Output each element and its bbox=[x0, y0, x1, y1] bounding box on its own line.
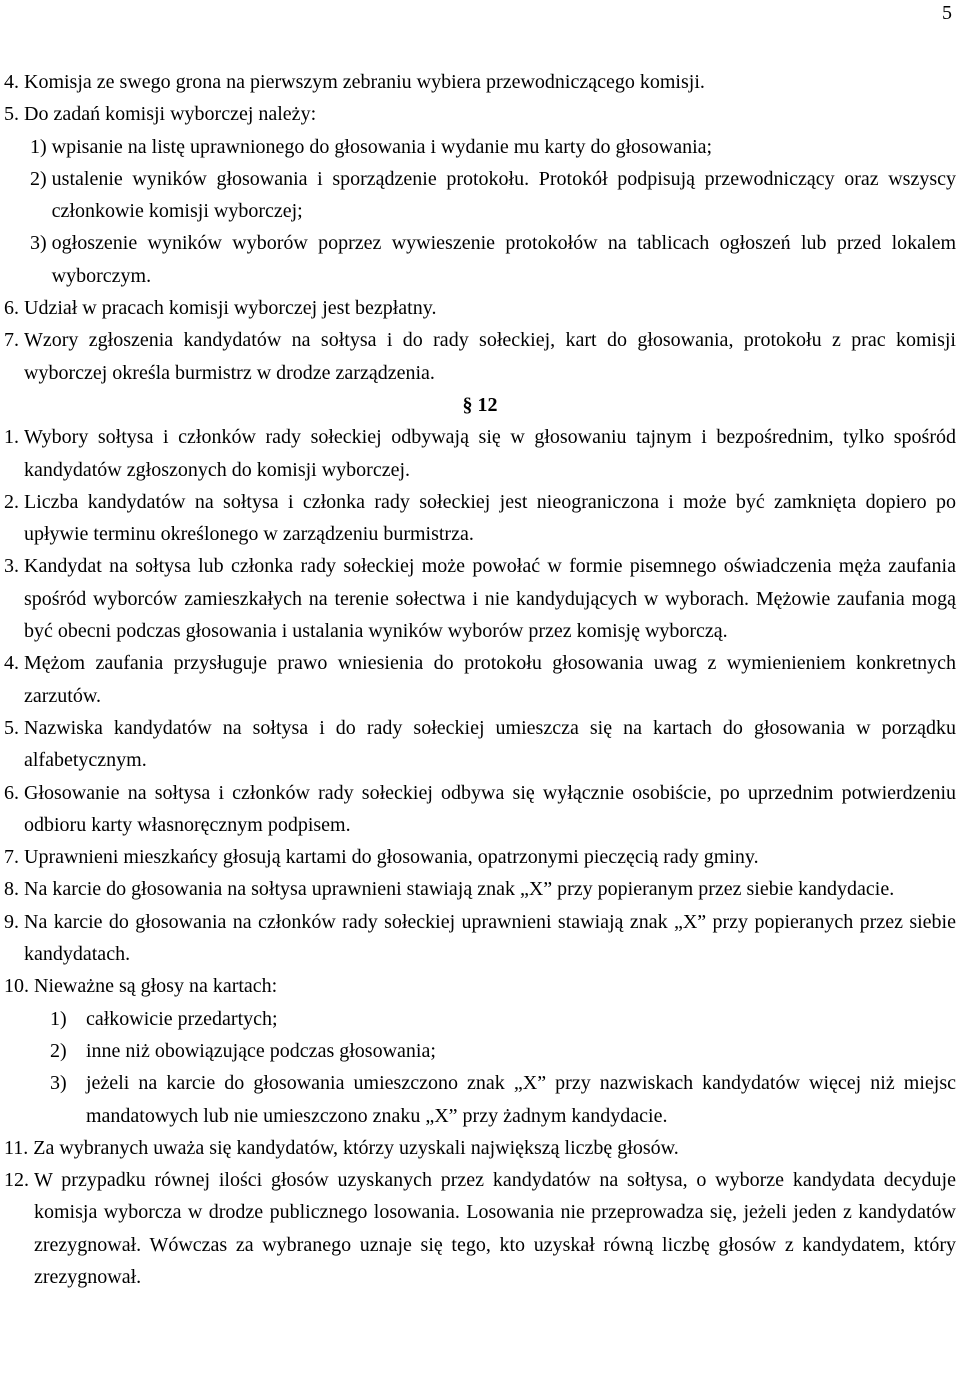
item-number: 9. bbox=[4, 910, 24, 933]
item-text: W przypadku równej ilości głosów uzyskanych przez kandydatów na sołtysa, o wyborze kandydata decyduje komisja wyborcza w drodze publicznego losowania. Losowania nie przeprowadza się, jeżeli jeden z kandydatów zrezygnował. Wówczas za wybranego uznaje się tego, kto uzyskał równą liczbę głosów z kandydatem, który zrezygnował. bbox=[34, 1169, 956, 1288]
item-text: Komisja ze swego grona na pierwszym zebraniu wybiera przewodniczącego komisji. bbox=[24, 71, 705, 93]
sub-item-number: 2) bbox=[50, 1039, 67, 1062]
section-heading: § 12 bbox=[462, 393, 498, 416]
list-item bbox=[4, 777, 956, 842]
list-item bbox=[4, 906, 956, 971]
sub-item-text: ogłoszenie wyników wyborów poprzez wywieszenie protokołów na tablicach ogłoszeń lub przed lokalem wyborczym. bbox=[51, 232, 956, 287]
sub-item bbox=[30, 227, 956, 292]
item-text: Kandydat na sołtysa lub członka rady sołeckiej może powołać w formie pisemnego oświadczenia męża zaufania spośród wyborców zamieszkałych na terenie sołectwa i nie kandydujących w wyborach. Mężowie zaufania mogą być obecni podczas głosowania i ustalania wyników wyborów przez komisję wyborczą. bbox=[24, 555, 956, 643]
sub-item bbox=[30, 131, 956, 163]
item-text: Nieważne są głosy na kartach: bbox=[34, 975, 278, 998]
item-text: Liczba kandydatów na sołtysa i członka rady sołeckiej jest nieograniczona i może być zamknięta dopiero po upływie terminu określonego w zarządzeniu burmistrza. bbox=[24, 490, 956, 546]
sub-item bbox=[50, 1067, 956, 1132]
list-item bbox=[4, 841, 956, 873]
list-item bbox=[4, 324, 956, 389]
list-item bbox=[4, 292, 956, 324]
sub-item-number: 3) bbox=[30, 232, 52, 255]
sub-item-text: całkowicie przedartych; bbox=[86, 1007, 278, 1030]
list-item bbox=[4, 970, 956, 1002]
list-item bbox=[4, 873, 956, 905]
sub-item-text: wpisanie na listę uprawnionego do głosowania i wydanie mu karty do głosowania; bbox=[51, 135, 713, 158]
sub-item-text: inne niż obowiązujące podczas głosowania; bbox=[86, 1039, 436, 1062]
item-text: Na karcie do głosowania na członków rady sołeckiej uprawnieni stawiają znak „X” przy popieranych przez siebie kandydatach. bbox=[24, 910, 956, 966]
item-text: Udział w pracach komisji wyborczej jest bezpłatny. bbox=[24, 297, 437, 320]
item-number: 5. bbox=[4, 103, 24, 126]
item-text: Na karcie do głosowania na sołtysa uprawnieni stawiają znak „X” przy popieranym przez siebie kandydacie. bbox=[24, 878, 895, 901]
item-number: 6. bbox=[4, 297, 24, 320]
list-item bbox=[4, 66, 956, 98]
item-text: Do zadań komisji wyborczej należy: bbox=[24, 103, 317, 126]
item-number: 12. bbox=[4, 1169, 34, 1192]
list-item bbox=[4, 712, 956, 777]
page-number: 5 bbox=[942, 2, 952, 24]
sub-item-text: jeżeli na karcie do głosowania umieszczono znak „X” przy nazwiskach kandydatów więcej niż miejsc mandatowych lub nie umieszczono znaku „X” przy żadnym kandydacie. bbox=[86, 1072, 956, 1127]
item-text: Wybory sołtysa i członków rady sołeckiej odbywają się w głosowaniu tajnym i bezpośrednim, tylko spośród kandydatów zgłoszonych do komisji wyborczej. bbox=[24, 426, 956, 481]
list-item bbox=[4, 647, 956, 712]
sub-item-number: 1) bbox=[30, 135, 52, 158]
list-item bbox=[4, 1164, 956, 1293]
item-number: 11. bbox=[4, 1136, 34, 1159]
item-number: 7. bbox=[4, 846, 24, 869]
item-number: 6. bbox=[4, 781, 24, 804]
sub-item bbox=[50, 1035, 956, 1067]
item-number: 3. bbox=[4, 555, 24, 578]
sub-list bbox=[30, 131, 956, 292]
item-text: Mężom zaufania przysługuje prawo wniesienia do protokołu głosowania uwag z wymienieniem konkretnych zarzutów. bbox=[24, 652, 956, 707]
list-item bbox=[4, 486, 956, 551]
document-body bbox=[4, 66, 956, 1293]
item-text: Nazwiska kandydatów na sołtysa i do rady sołeckiej umieszcza się na kartach do głosowania w porządku alfabetycznym. bbox=[24, 716, 956, 772]
item-number: 4. bbox=[4, 71, 24, 93]
item-text: Głosowanie na sołtysa i członków rady sołeckiej odbywa się wyłącznie osobiście, po uprzednim potwierdzeniu odbioru karty własnoręcznym podpisem. bbox=[24, 781, 956, 836]
sub-list bbox=[50, 1003, 956, 1132]
item-number: 2. bbox=[4, 490, 24, 513]
sub-item-number: 2) bbox=[30, 167, 52, 190]
item-number: 4. bbox=[4, 652, 24, 675]
sub-item bbox=[50, 1003, 956, 1035]
sub-item-text: ustalenie wyników głosowania i sporządzenie protokołu. Protokół podpisują przewodniczący oraz wszyscy członkowie komisji wyborczej; bbox=[51, 167, 956, 223]
sub-item-number: 1) bbox=[50, 1007, 67, 1030]
sub-item bbox=[30, 163, 956, 228]
item-text: Za wybranych uważa się kandydatów, którzy uzyskali największą liczbę głosów. bbox=[33, 1136, 679, 1159]
item-text: Wzory zgłoszenia kandydatów na sołtysa i do rady sołeckiej, kart do głosowania, protokołu z prac komisji wyborczej określa burmistrz w drodze zarządzenia. bbox=[24, 329, 956, 384]
list-item bbox=[4, 421, 956, 486]
list-item bbox=[4, 550, 956, 647]
item-number: 5. bbox=[4, 716, 24, 739]
list-item bbox=[4, 98, 956, 130]
item-number: 7. bbox=[4, 329, 24, 352]
item-number: 1. bbox=[4, 426, 24, 449]
item-number: 10. bbox=[4, 975, 34, 998]
item-text: Uprawnieni mieszkańcy głosują kartami do głosowania, opatrzonymi pieczęcią rady gminy. bbox=[24, 846, 759, 869]
item-number: 8. bbox=[4, 878, 24, 901]
list-item bbox=[4, 1132, 956, 1164]
sub-item-number: 3) bbox=[50, 1072, 67, 1095]
